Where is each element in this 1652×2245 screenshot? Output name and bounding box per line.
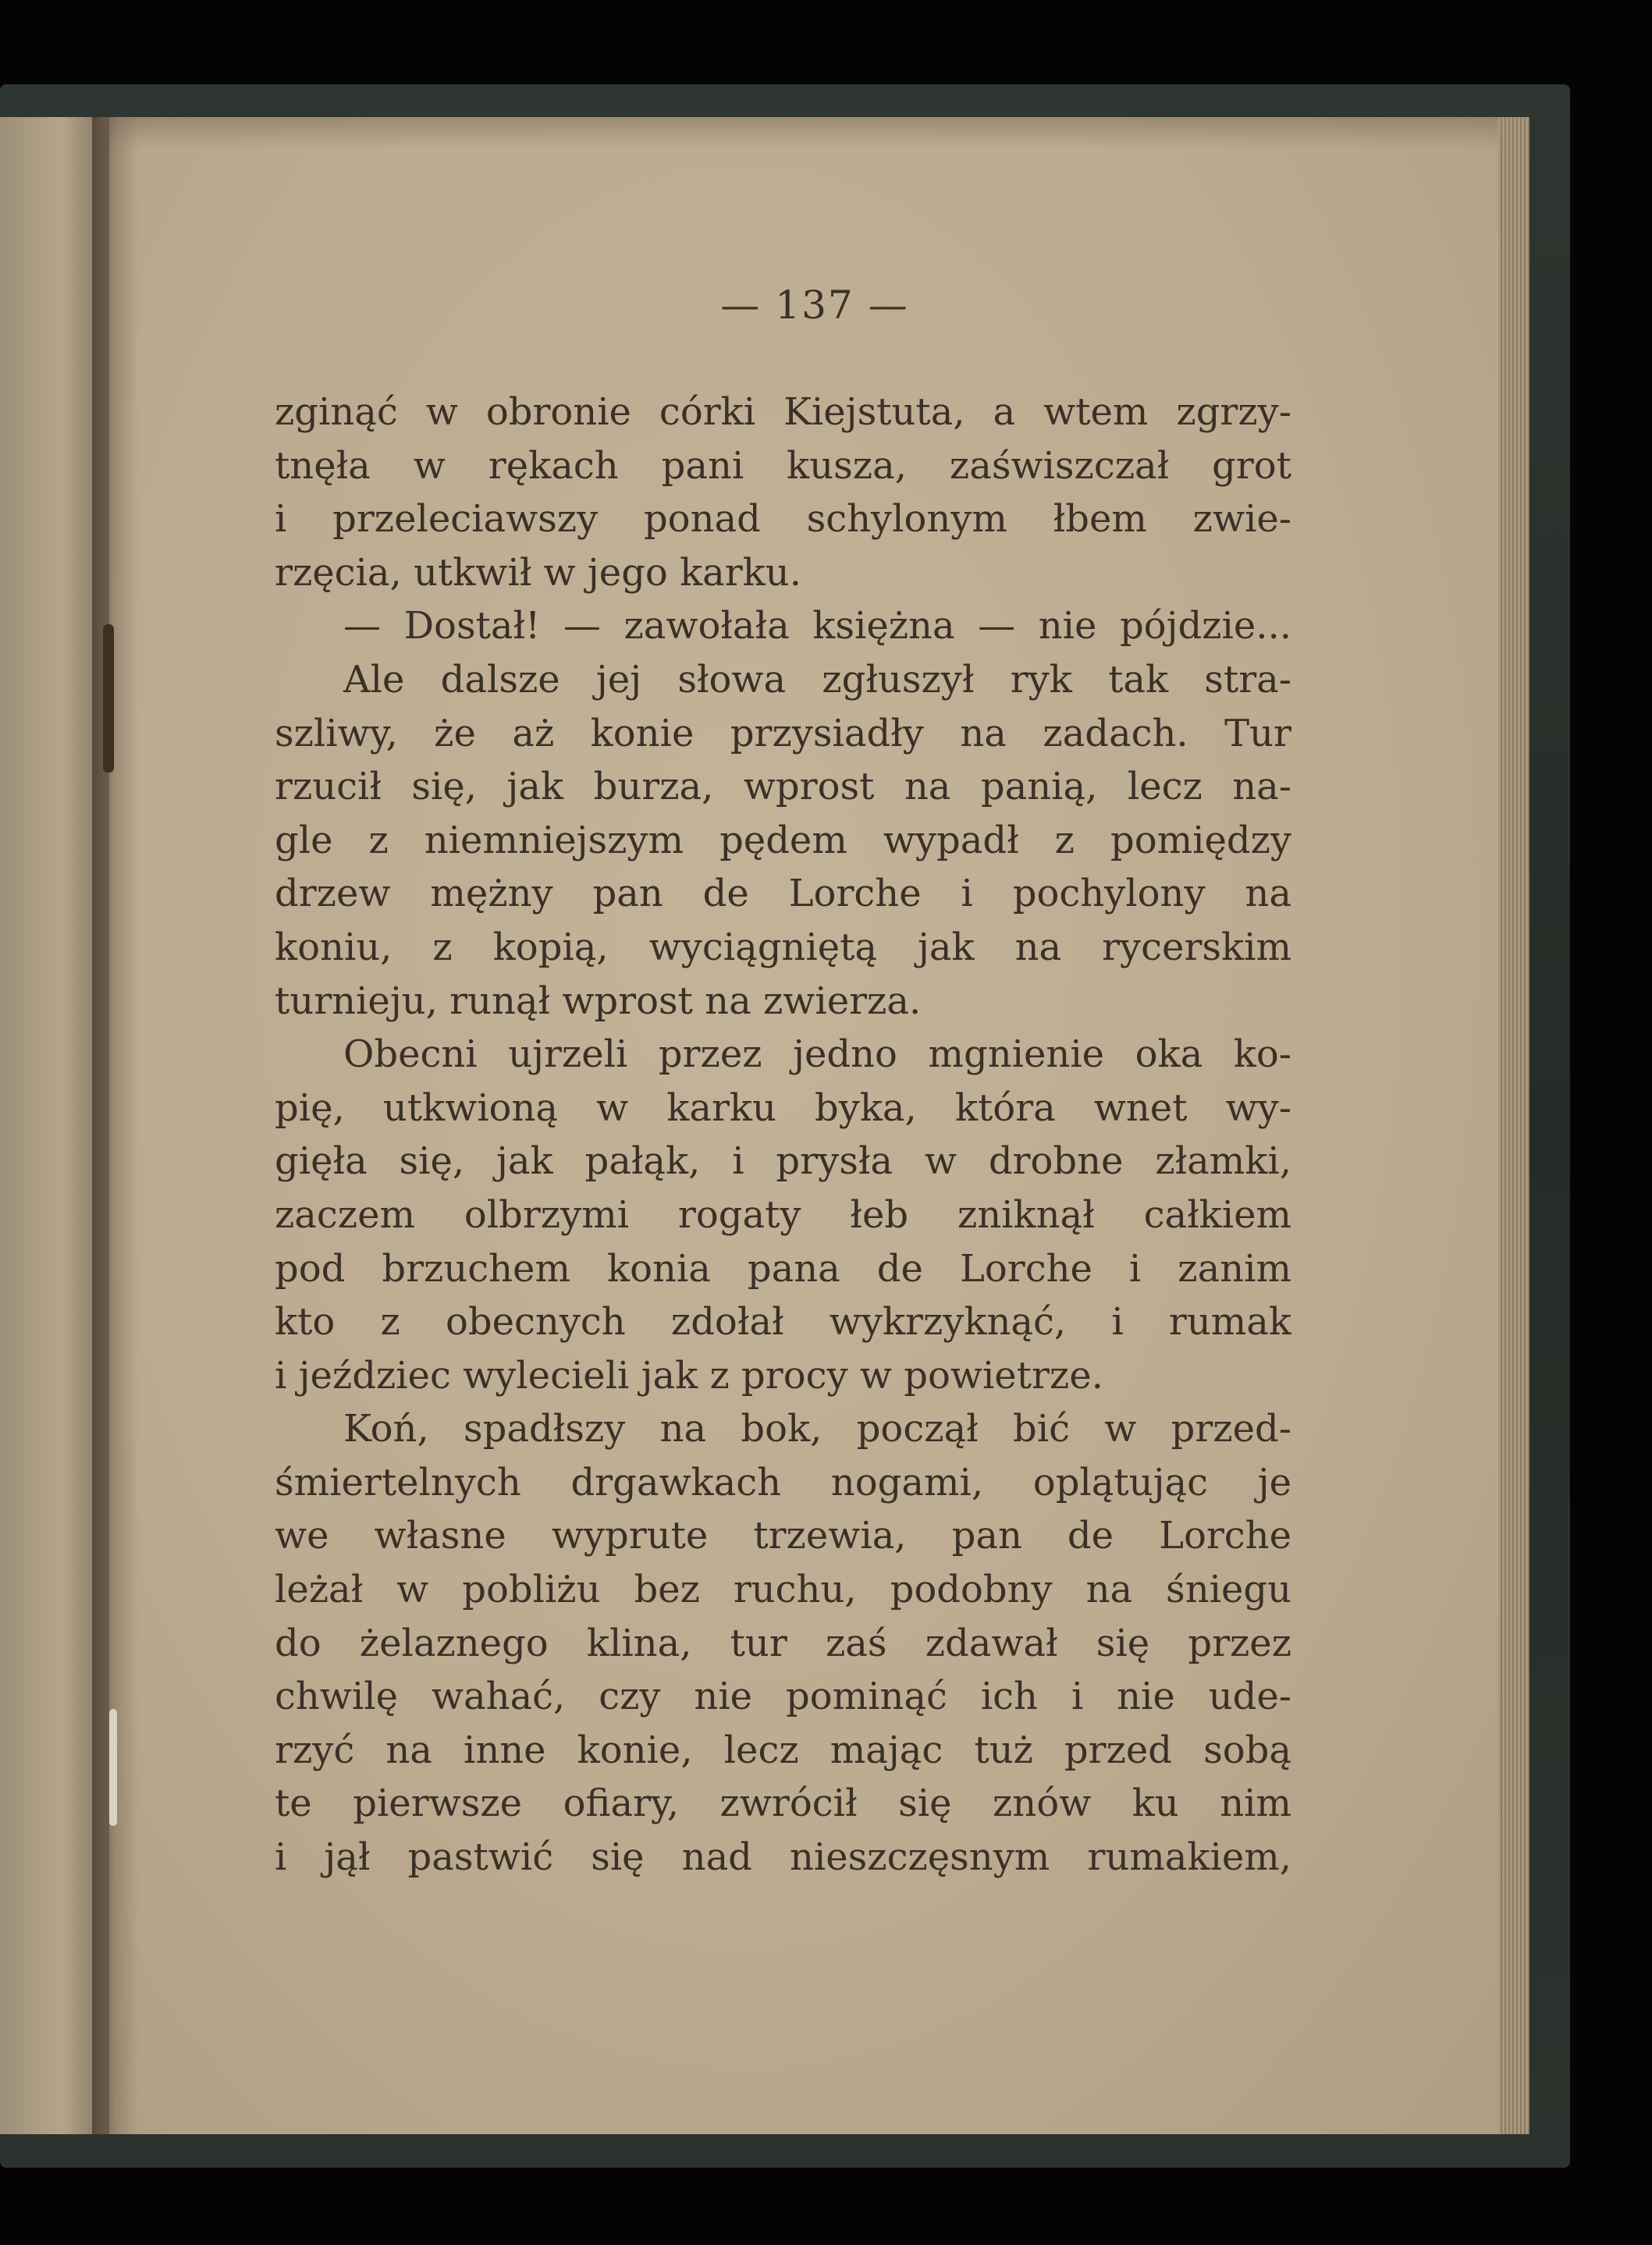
text-line: i jął pastwić się nad nieszczęsnym rumakiem,	[275, 1835, 1291, 1880]
text-line: leżał w pobliżu bez ruchu, podobny na śniegu	[275, 1568, 1291, 1612]
text-line: chwilę wahać, czy nie pominąć ich i nie ude-	[275, 1675, 1291, 1719]
text-line: drzew mężny pan de Lorche i pochylony na	[275, 872, 1291, 916]
text-line: Obecni ujrzeli przez jedno mgnienie oka ko-	[343, 1032, 1291, 1077]
text-line: we własne wyprute trzewia, pan de Lorche	[275, 1514, 1291, 1558]
page-number-header: — 137 —	[720, 282, 909, 328]
text-line: szliwy, że aż konie przysiadły na zadach. Tur	[275, 711, 1291, 755]
body-text	[275, 385, 1291, 1884]
text-line: koniu, z kopią, wyciągniętą jak na rycerskim	[275, 925, 1291, 969]
text-line: kto z obecnych zdołał wykrzyknąć, i rumak	[275, 1300, 1291, 1345]
text-line: zaczem olbrzymi rogaty łeb zniknął całkiem	[275, 1192, 1291, 1237]
text-line: do żelaznego klina, tur zaś zdawał się przez	[275, 1621, 1291, 1665]
book-gutter	[92, 117, 139, 2134]
page-stack-edges	[1498, 117, 1529, 2134]
text-line: Koń, spadłszy na bok, począł bić w przed-	[343, 1407, 1291, 1451]
text-line: śmiertelnych drgawkach nogami, oplątując je	[275, 1460, 1291, 1504]
text-line: zginąć w obronie córki Kiejstuta, a wtem zgrzy-	[275, 390, 1291, 434]
text-line: rzęcia, utkwił w jego karku.	[275, 550, 801, 595]
text-line: — Dostał! — zawołała księżna — nie pójdzie...	[343, 604, 1291, 648]
text-line: rzyć na inne konie, lecz mając tuż przed sobą	[275, 1728, 1291, 1772]
text-line: rzucił się, jak burza, wprost na panią, lecz na-	[275, 765, 1291, 809]
binding-thread-top	[103, 624, 114, 773]
text-line: pod brzuchem konia pana de Lorche i zanim	[275, 1246, 1291, 1291]
text-line: i przeleciawszy ponad schylonym łbem zwie-	[275, 497, 1291, 542]
text-line: turnieju, runął wprost na zwierza.	[275, 979, 922, 1023]
page-top-shadow	[109, 117, 1520, 148]
text-line: pię, utkwioną w karku byka, która wnet wy-	[275, 1085, 1291, 1130]
text-line: i jeździec wylecieli jak z procy w powietrze.	[275, 1353, 1103, 1398]
text-line: tnęła w rękach pani kusza, zaświszczał grot	[275, 443, 1291, 488]
text-line: te pierwsze ofiary, zwrócił się znów ku nim	[275, 1781, 1291, 1826]
binding-thread-bottom	[109, 1709, 117, 1826]
text-line: gięła się, jak pałąk, i prysła w drobne złamki,	[275, 1139, 1291, 1184]
text-line: gle z niemniejszym pędem wypadł z pomiędzy	[275, 818, 1291, 862]
text-line: Ale dalsze jej słowa zgłuszył ryk tak stra-	[343, 657, 1291, 702]
